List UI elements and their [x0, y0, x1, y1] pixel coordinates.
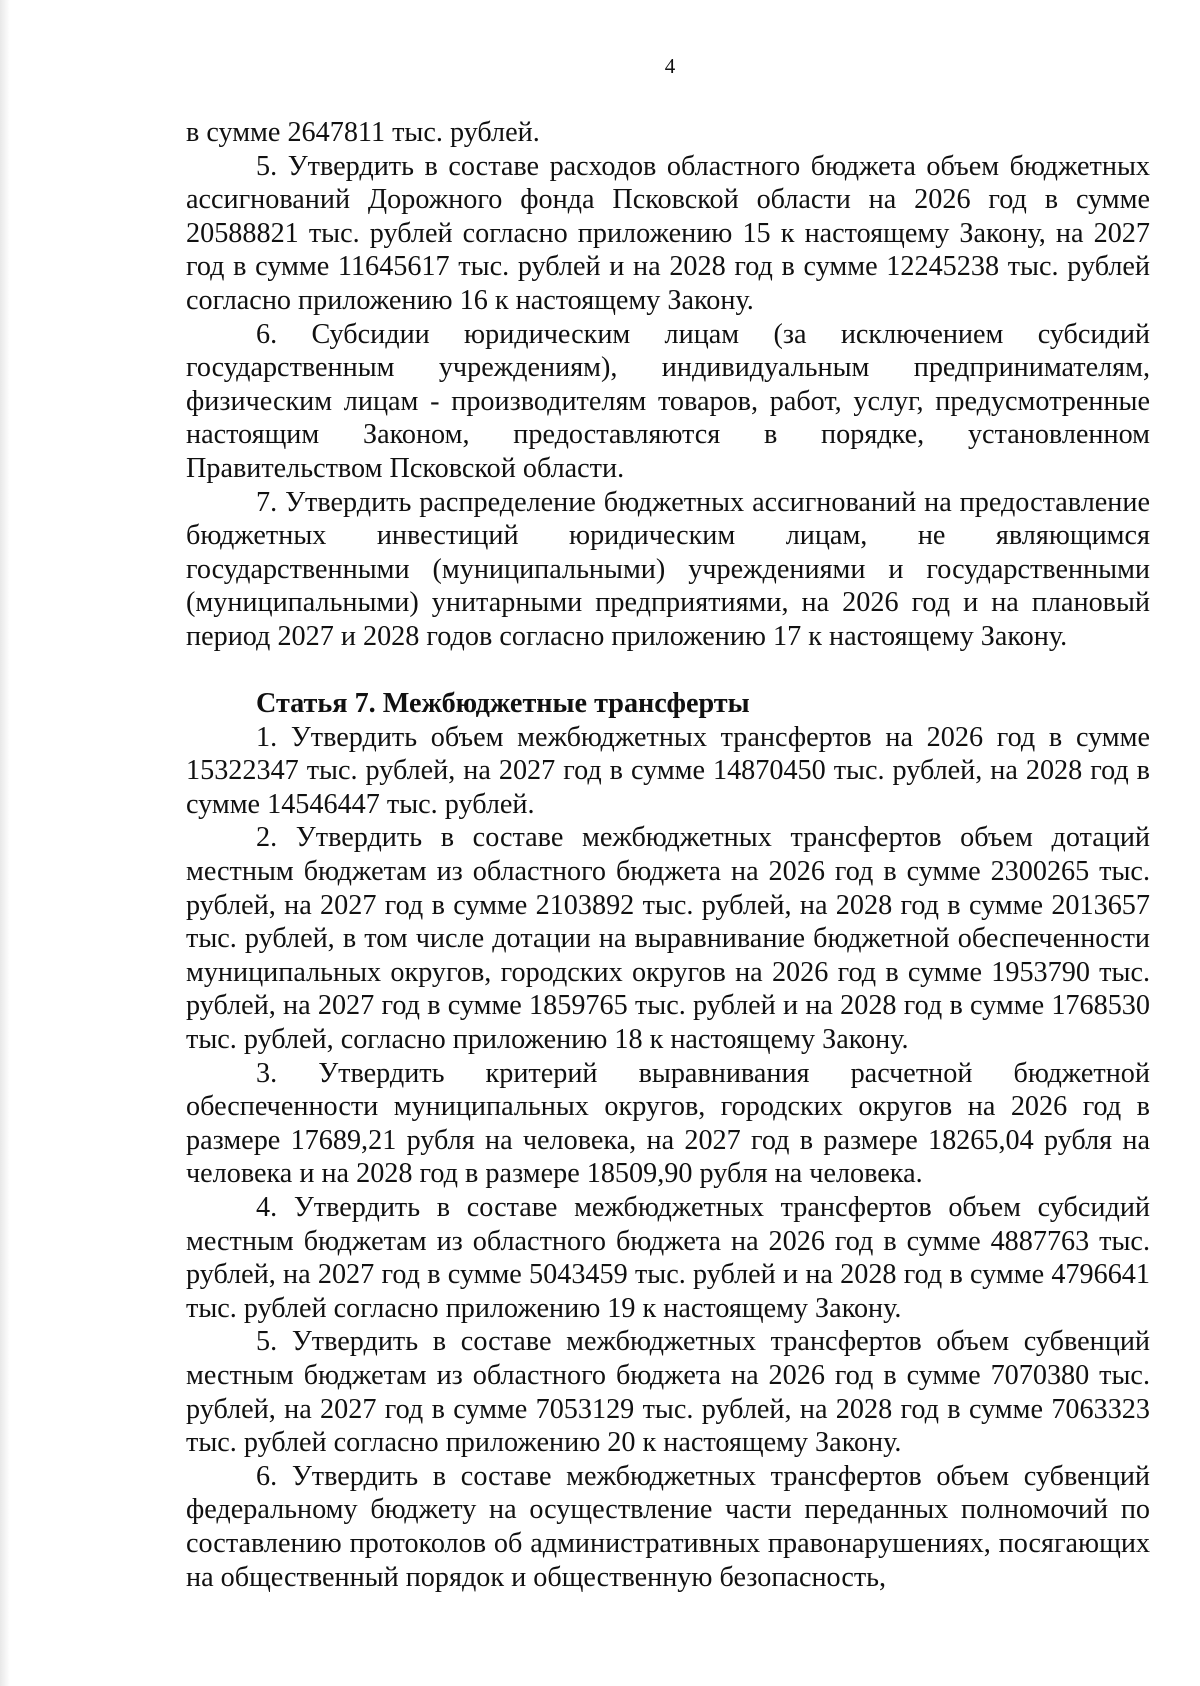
paragraph-item-7: 7. Утвердить распределение бюджетных ассигнований на предоставление бюджетных инвестиций юридическим лицам, не являющимся государственными (муниципальными) учреждениями и государственными (муниципальными) унитарными предприятиями, на 2026 год и на плановый период 2027 и 2028 годов согласно приложению 17 к настоящему Закону.	[186, 486, 1150, 652]
article-heading: Статья 7. Межбюджетные трансферты	[256, 688, 750, 720]
scan-edge	[0, 0, 10, 1686]
paragraph-item-6: 6. Субсидии юридическим лицам (за исключением субсидий государственным учреждениям), индивидуальным предпринимателям, физическим лицам - производителям товаров, работ, услуг, предусмотренные настоящим Законом, предоставляются в порядке, установленном Правительством Псковской области.	[186, 318, 1150, 484]
article7-paragraph-5: 5. Утвердить в составе межбюджетных трансфертов объем субвенций местным бюджетам из областного бюджета на 2026 год в сумме 7070380 тыс. рублей, на 2027 год в сумме 7053129 тыс. рублей, на 2028 год в сумме 7063323 тыс. рублей согласно приложению 20 к настоящему Закону.	[186, 1326, 1150, 1459]
article7-paragraph-3: 3. Утвердить критерий выравнивания расчетной бюджетной обеспеченности муниципальных округов, городских округов на 2026 год в размере 17689,21 рубля на человека, на 2027 год в размере 18265,04 рубля на человека и на 2028 год в размере 18509,90 рубля на человека.	[186, 1057, 1150, 1190]
article7-paragraph-1: 1. Утвердить объем межбюджетных трансфертов на 2026 год в сумме 15322347 тыс. рублей, на 2027 год в сумме 14870450 тыс. рублей, на 2028 год в сумме 14546447 тыс. рублей.	[186, 721, 1150, 820]
document-body	[186, 116, 1150, 1594]
paragraph-item-5: 5. Утвердить в составе расходов областного бюджета объем бюджетных ассигнований Дорожного фонда Псковской области на 2026 год в сумме 20588821 тыс. рублей согласно приложению 15 к настоящему Закону, на 2027 год в сумме 11645617 тыс. рублей и на 2028 год в сумме 12245238 тыс. рублей согласно приложению 16 к настоящему Закону.	[186, 150, 1150, 316]
article7-paragraph-2: 2. Утвердить в составе межбюджетных трансфертов объем дотаций местным бюджетам из областного бюджета на 2026 год в сумме 2300265 тыс. рублей, на 2027 год в сумме 2103892 тыс. рублей, на 2028 год в сумме 2013657 тыс. рублей, в том числе дотации на выравнивание бюджетной обеспеченности муниципальных округов, городских округов на 2026 год в сумме 1953790 тыс. рублей, на 2027 год в сумме 1859765 тыс. рублей и на 2028 год в сумме 1768530 тыс. рублей, согласно приложению 18 к настоящему Закону.	[186, 822, 1150, 1056]
article7-paragraph-6: 6. Утвердить в составе межбюджетных трансфертов объем субвенций федеральному бюджету на осуществление части переданных полномочий по составлению протоколов об административных правонарушениях, посягающих на общественный порядок и общественную безопасность,	[186, 1460, 1150, 1593]
page-number: 4	[664, 54, 676, 78]
lead-paragraph: в сумме 2647811 тыс. рублей.	[186, 117, 540, 148]
article7-paragraph-4: 4. Утвердить в составе межбюджетных трансфертов объем субсидий местным бюджетам из областного бюджета на 2026 год в сумме 4887763 тыс. рублей, на 2027 год в сумме 5043459 тыс. рублей и на 2028 год в сумме 4796641 тыс. рублей согласно приложению 19 к настоящему Закону.	[186, 1192, 1150, 1324]
